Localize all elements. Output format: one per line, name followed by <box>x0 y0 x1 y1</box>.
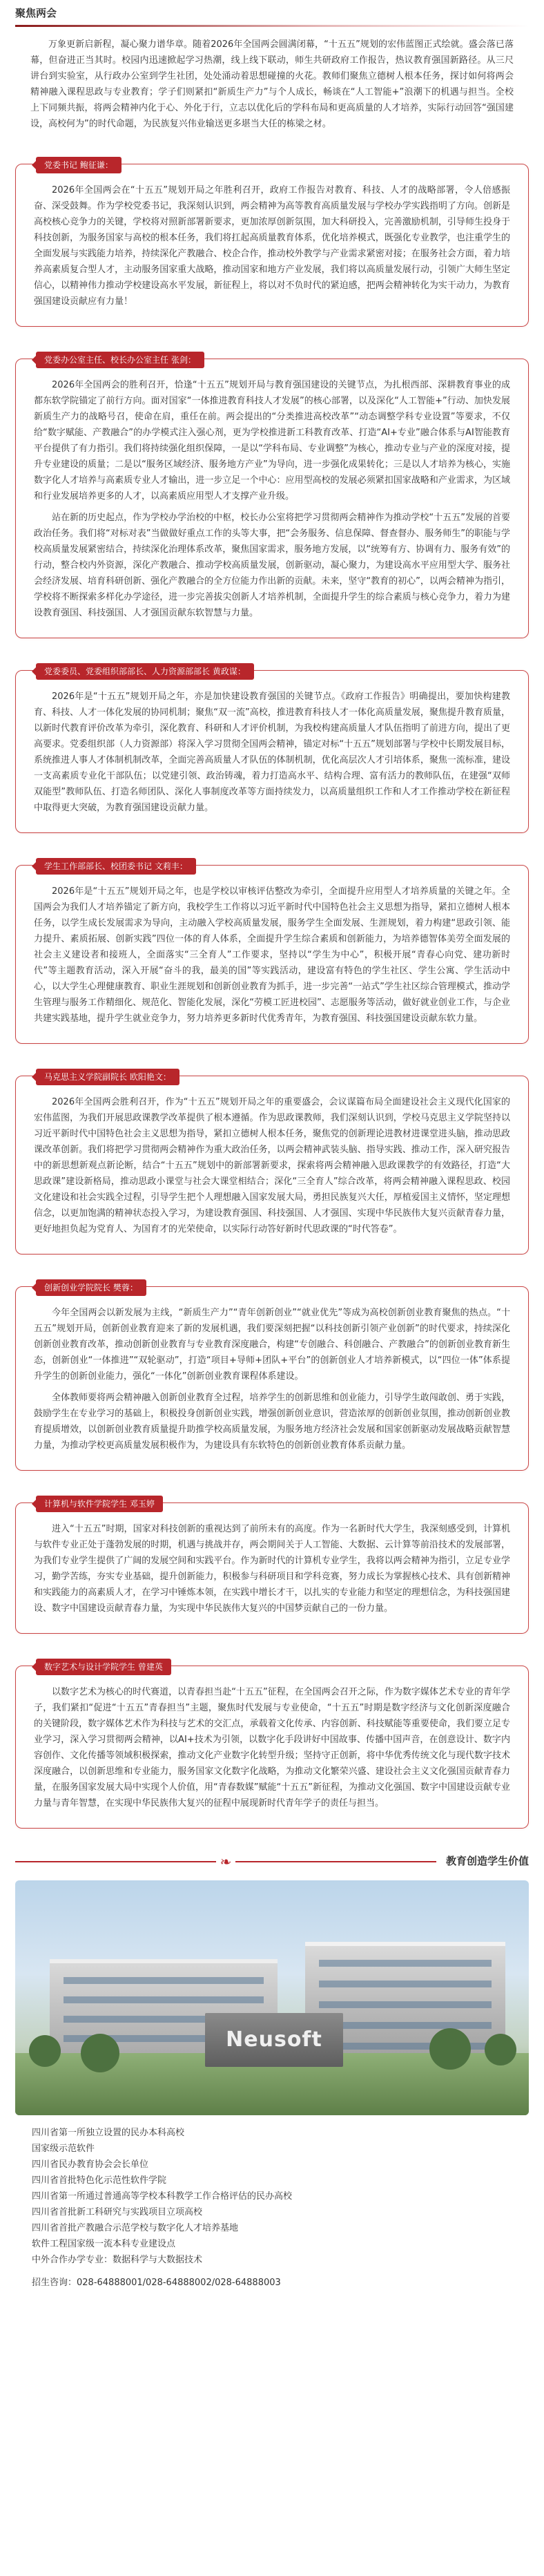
quote-paragraph: 站在新的历史起点，作为学校办学治校的中枢，校长办公室将把学习贯彻两会精神作为推动学校“十五五”发展的首要政治任务。我们将“对标对表”当做做好重点工作的头等大事，把“会务服务、信息保障、督查督办、服务师生”的职能与学校高质量发展紧密结合，持续深化治理体系改革，聚焦国家需求，服务地方发展，以“统筹有方、协调有力、服务有效”的行动，整合校内外资源，深化产教融合、推动学校高质量发展，创新驱动，凝心聚力，为建设高水平应用型大学、服务社会经济发展、培育科研创新、强化产教融合的全方位能力作出新的贡献。未来，坚守“教育的初心”，以两会精神为指引，学校将不断探索多样化办学途径，进一步完善拔尖创新人才培养机制，全面提升学生的综合素质与核心竞争力，着力为建设教育强国、科技强国、人才强国贡献东软智慧与力量。 <box>34 513 510 618</box>
quote-body <box>15 865 529 1044</box>
speaker-label: 数字艺术与设计学院学生 曾建英 <box>36 1659 171 1675</box>
speaker-label: 计算机与软件学院学生 邓玉婷 <box>36 1496 163 1512</box>
honor-item: 中外合作办学专业：数据科学与大数据技术 <box>32 2255 203 2265</box>
card-spacer <box>0 1044 544 1060</box>
intro-paragraph: 万象更新启新程，凝心聚力谱华章。随着2026年全国两会圆满闭幕，“十五五”规划的宏伟蓝图正式绘就。盛会落已落幕，但奋进正当其时。校园内迅速掀起学习热潮，线上线下联动，师生共研政府工作报告，热议教育强国新路径。从三尺讲台到实验室，从行政办公室到学生社团，处处涌动着思想碰撞的火花。教师们聚焦立德树人根本任务，探讨如何将两会精神融入课程思政与专业教育；学子们则紧扣“新质生产力”与个人成长，畅谈在“人工智能+”浪潮下的机遇与担当。全校上下同频共振，将两会精神内化于心、外化于行，立志以优化后的学科布局和更高质量的人才培养，实际行动回答“强国建设，高校何为”的时代命题，为民族复兴伟业输送更多堪当大任的栋梁之材。 <box>30 39 514 129</box>
bow-line-left <box>15 1861 216 1862</box>
campus-photo <box>15 1880 529 2115</box>
speaker-label: 学生工作部部长、校团委书记 文莉丰： <box>36 858 196 875</box>
honor-item: 四川省首批特色化示范性软件学院 <box>32 2175 167 2186</box>
quote-paragraph: 以数字艺术为核心的时代赛道，以青春担当赴“十五五”征程，在全国两会召开之际，作为数字媒体艺术专业的青年学子，我们紧扣“促进“十五五”青春担当”主题，聚焦时代发展与专业使命，“十五五”时期是数字经济与文化创新深度融合的关键阶段，数字媒体艺术作为科技与艺术的交汇点，承载着文化传承、内容创新、科技赋能等重要使命，我们要立足专业学习，深入学习贯彻两会精神，以AI+技术为引领，以数字化手段讲好中国故事、传播中国声音，在创意设计、数字内容创作、文化传播等领域积极探索，推动文化产业数字化转型升级；坚持守正创新，将中华优秀传统文化与现代数字技术深度融合，以创新思维和专业能力，服务国家文化数字化战略，为推动文化繁荣兴盛、建设社会主义文化强国贡献青春力量，在服务国家发展大局中实现个人价值，用“青春数媒”赋能“十五五”新征程，为推动文化强国、数字中国建设贡献专业力量与青年智慧，在实现中华民族伟大复兴的征程中展现新时代青年学子的责任与担当。 <box>34 1687 510 1809</box>
title-divider <box>15 25 529 27</box>
card-spacer <box>0 1471 544 1487</box>
honors-list <box>32 2125 544 2268</box>
quote-body <box>15 1502 529 1634</box>
quote-paragraph: 2026年是“十五五”规划开局之年，也是学校以审核评估整改为牵引，全面提升应用型人才培养质量的关键之年。全国两会为我们人才培养锚定了新方向，我校学生工作将以习近平新时代中国特色社会主义思想为指导，紧扣立德树人根本任务，以学生成长发展需求为导向，主动融入学校高质量发展，服务学生全面发展、生涯规划，着力构建“思政引领、能力提升、素质拓展、创新实践”四位一体的育人体系，全面提升学生综合素质和创新能力，为培养德智体美劳全面发展的社会主义建设者和接班人，全面落实“三全育人”工作要求，坚持以“学生为中心”，积极开展“青春心向党、建功新时代”等主题教育活动，深入开展“奋斗的我，最美的国”等实践活动，建设富有特色的学生社区、学生公寓、学生活动中心，以大学生心理健康教育、职业生涯规划和创新创业教育为抓手，进一步完善“一站式”学生社区综合管理模式，推动学生管理与服务工作精细化、规范化、智能化发展，深化“劳模工匠进校园”、志愿服务等活动，做好就业创业工作，与企业共建实践基地，提升学生就业竞争力，努力培养更多新时代优秀青年，为教育强国、科技强国建设贡献东软力量。 <box>34 886 510 1024</box>
honor-item: 四川省首批产教融合示范学校与数字化人才培养基地 <box>32 2223 239 2233</box>
card-spacer <box>0 638 544 655</box>
honor-item: 国家级示范软件 <box>32 2144 95 2154</box>
campus-sign: Neusoft <box>205 2013 343 2067</box>
bow-icon: ❧ <box>220 1853 232 1870</box>
quote-paragraph: 2026年是“十五五”规划开局之年，亦是加快建设教育强国的关键节点。《政府工作报告》明确提出，要加快构建教育、科技、人才一体化发展的协同机制；聚焦“双一流”高校，推进教育科技人才一体化高质量发展，聚焦提升教育质量，以新时代教育评价改革为牵引，深化教育、科研和人才评价机制，为我校构建高质量人才队伍指明了前进方向，提出了更高要求。党委组织部（人力资源部）将深入学习贯彻全国两会精神，锚定对标“十五五”规划部署与学校中长期发展目标，系统推进人事人才体制机制改革，全面完善高质量人才队伍的体制机制，优化高层次人才引培体系，聚焦一流标准，建设一支高素质专业化干部队伍；以党建引领、政治铸魂，着力打造高水平、结构合理、富有活力的教师队伍，在建强“双师双能型”教师队伍、打造名师团队、深化人事制度改革等方面持续发力，以高质量组织工作和人才工作推动学校在新征程中取得更大突破，为教育强国建设贡献力量。 <box>34 691 510 813</box>
tree-shape <box>81 2034 119 2072</box>
tree-shape <box>29 2035 61 2067</box>
card-spacer <box>0 1254 544 1271</box>
admissions-contact: 招生咨询：028-64888001/028-64888002/028-64888003 <box>32 2278 281 2288</box>
honor-item: 软件工程国家级一流本科专业建设点 <box>32 2239 176 2249</box>
card-spacer <box>0 1634 544 1650</box>
honor-item: 四川省首批新工科研究与实践项目立项高校 <box>32 2207 203 2217</box>
tree-shape <box>485 2034 516 2065</box>
speaker-label: 党委书记 鲍征谦： <box>36 157 122 173</box>
honor-item: 四川省民办教育协会会长单位 <box>32 2159 149 2170</box>
quote-card <box>15 1650 529 1829</box>
quote-paragraph: 2026年全国两会胜利召开，作为“十五五”规划开局之年的重要盛会，会议谋篇布局全面建设社会主义现代化国家的宏伟蓝图，为我们开展思政课教学改革提供了根本遵循。作为思政课教师，我们深刻认识到，学校马克思主义学院坚持以习近平新时代中国特色社会主义思想为指导，紧扣立德树人根本任务，聚焦党的创新理论进教材进课堂进头脑，推动思政课改革创新。我们将把学习贯彻两会精神作为重大政治任务，以两会精神武装头脑、指导实践、推动工作，深入研究报告中的新思想新观点新论断，结合“十五五”规划中的新部署新要求，探索将两会精神融入思政课教学的有效路径，打造“大思政课”建设新格局，推动思政小课堂与社会大课堂相结合；深化“三全育人”综合改革，将两会精神融入课程思政、校园文化建设和社会实践全过程，引导学生把个人理想融入国家发展大局，勇担民族复兴大任，厚植爱国主义情怀，坚定理想信念，以更加饱满的精神状态投入学习，为建设教育强国、科技强国、人才强国、实现中华民族伟大复兴贡献青春力量，更好地担负起为党育人、为国育才的光荣使命，以实际行动答好新时代思政课的“时代答卷”。 <box>34 1097 510 1234</box>
speaker-label: 创新创业学院院长 樊蓉： <box>36 1279 146 1296</box>
speaker-label: 党委委员、党委组织部部长、人力资源部部长 黄政谋： <box>36 663 254 680</box>
quote-body <box>15 1076 529 1254</box>
card-spacer <box>0 132 544 149</box>
card-spacer <box>0 833 544 850</box>
quote-body <box>15 359 529 638</box>
speaker-label: 马克思主义学院副院长 欧阳艳文： <box>36 1069 179 1085</box>
value-section-title: 教育创造学生价值 <box>445 1855 529 1867</box>
quote-card <box>15 1271 529 1471</box>
quote-body <box>15 1666 529 1829</box>
quote-body <box>15 164 529 327</box>
tree-shape <box>429 2028 471 2070</box>
cards-container <box>0 132 544 1829</box>
quote-card <box>15 1060 529 1254</box>
section-title: 聚焦两会 <box>15 7 57 19</box>
quote-card <box>15 655 529 833</box>
quote-paragraph: 进入“十五五”时期，国家对科技创新的重视达到了前所未有的高度。作为一名新时代大学生，我深刻感受到，计算机与软件专业正处于蓬勃发展的时期，机遇与挑战并存，两会期间关于人工智能、大数据、云计算等前沿技术的发展部署，为我们专业学生提供了广阔的发展空间和实践平台。作为新时代的计算机专业学生，我将以两会精神为指引，立足专业学习，勤学苦练，夯实专业基础，提升创新能力，积极参与科研项目和学科竞赛，努力成长为掌握核心技术、具有创新精神和实践能力的高素质人才，在学习中锤炼本领，在实践中增长才干，以扎实的专业能力和坚定的理想信念，为科技强国建设、数字中国建设贡献青春力量，为实现中华民族伟大复兴的中国梦贡献自己的一份力量。 <box>34 1524 510 1614</box>
quote-paragraph: 全体教师要将两会精神融入创新创业教育全过程，培养学生的创新思维和创业能力，引导学生敢闯敢创、勇于实践，鼓励学生在专业学习的基础上，积极投身创新创业实践，增强创新创业意识，营造浓厚的创新创业氛围，推动创新创业教育提质增效，以创新创业教育质量提升助推学校高质量发展，为服务地方经济社会发展和国家创新驱动发展战略贡献智慧力量，为推动学校更高质量发展积极作为，为建设具有东软特色的创新创业教育体系贡献力量。 <box>34 1393 510 1451</box>
quote-paragraph: 2026年全国两会的胜利召开，恰逢“十五五”规划开局与教育强国建设的关键节点，为扎根西部、深耕教育事业的成都东软学院锚定了前行方向。面对国家“一体推进教育科技人才发展”的核心部署，以及深化“人工智能+”行动、加快发展新质生产力的战略号召，使命在肩，重任在前。两会提出的“分类推进高校改革”“动态调整学科专业设置”等要求，不仅给“数字赋能、产教融合”的办学模式注入强心剂，更为学校推进新工科教育改革、打造“AI+专业”融合体系与AI智能教育平台提供了有力指引。我们将持续强化组织保障，一是以“学科布局、专业调整”为核心，推动专业与产业的深度对接，提升专业建设的质量；二是以“服务区域经济、服务地方产业”为导向，进一步强化成果转化；三是以人才培养为核心，实施数字化人才培养与高素质专业人才输出，进一步立足一个中心：应用型高校的发展必须紧扣国家战略和产业需求，为区域和行业发展培养更多的人才，以高素质应用型人才支撑产业升级。 <box>34 380 510 502</box>
quote-card <box>15 850 529 1044</box>
honor-item: 四川省第一所通过普通高等学校本科教学工作合格评估的民办高校 <box>32 2191 293 2202</box>
card-spacer <box>0 327 544 343</box>
quote-card <box>15 149 529 327</box>
quote-paragraph: 今年全国两会以新发展为主线，“新质生产力”“青年创新创业”“就业优先”等成为高校创新创业教育聚焦的热点。“十五五”规划开局，创新创业教育迎来了新的发展机遇，我们要深刻把握“以科技创新引领产业创新”的时代要求，持续深化创新创业教育改革，推动创新创业教育与专业教育深度融合，构建“专创融合、科创融合、产教融合”的创新创业教育新生态，创新创业“一体推进”“双轮驱动”，打造“项目+导师+团队+平台”的创新创业人才培养新模式，以“四位一体”体系提升学生的创新创业能力，强化“一体化”创新创业教育课程体系建设。 <box>34 1308 510 1382</box>
bow-line-right <box>235 1861 436 1862</box>
honor-item: 四川省第一所独立设置的民办本科高校 <box>32 2128 185 2138</box>
quote-paragraph: 2026年全国两会在“十五五”规划开局之年胜利召开，政府工作报告对教育、科技、人才的战略部署，令人倍感振奋、深受鼓舞。作为学校党委书记，我深刻认识到，两会精神为高等教育高质量发展与学校办学实践指明了方向。创新是高校核心竞争力的关键，学校将对照新部署新要求，更加浓厚创新氛围，加大科研投入，完善激励机制，引导师生投身于科技创新，为服务国家与高校的根本任务，我们将扛起高质量教育体系，优化培养模式，既强化专业教学，也注重学生的全面发展与实践能力培养，持续深化产教融合、校企合作，推动校外教学与产业需求紧密对接；在服务社会方面，着力培养高素质复合型人才，主动服务国家重大战略，推动国家和地方产业发展，我们将以高质量发展行动，引领广大师生坚定信心，以精神伟力推动学校建设高水平发展，新征程上，将以对不负时代的紧迫感，把两会精神转化为实干动力，为教育强国建设贡献应有力量！ <box>34 185 510 307</box>
quote-card <box>15 1487 529 1634</box>
value-section-header <box>15 1853 529 1869</box>
speaker-label: 党委办公室主任、校长办公室主任 张剑： <box>36 352 204 368</box>
quote-body <box>15 1286 529 1471</box>
quote-body <box>15 670 529 833</box>
quote-card <box>15 343 529 638</box>
